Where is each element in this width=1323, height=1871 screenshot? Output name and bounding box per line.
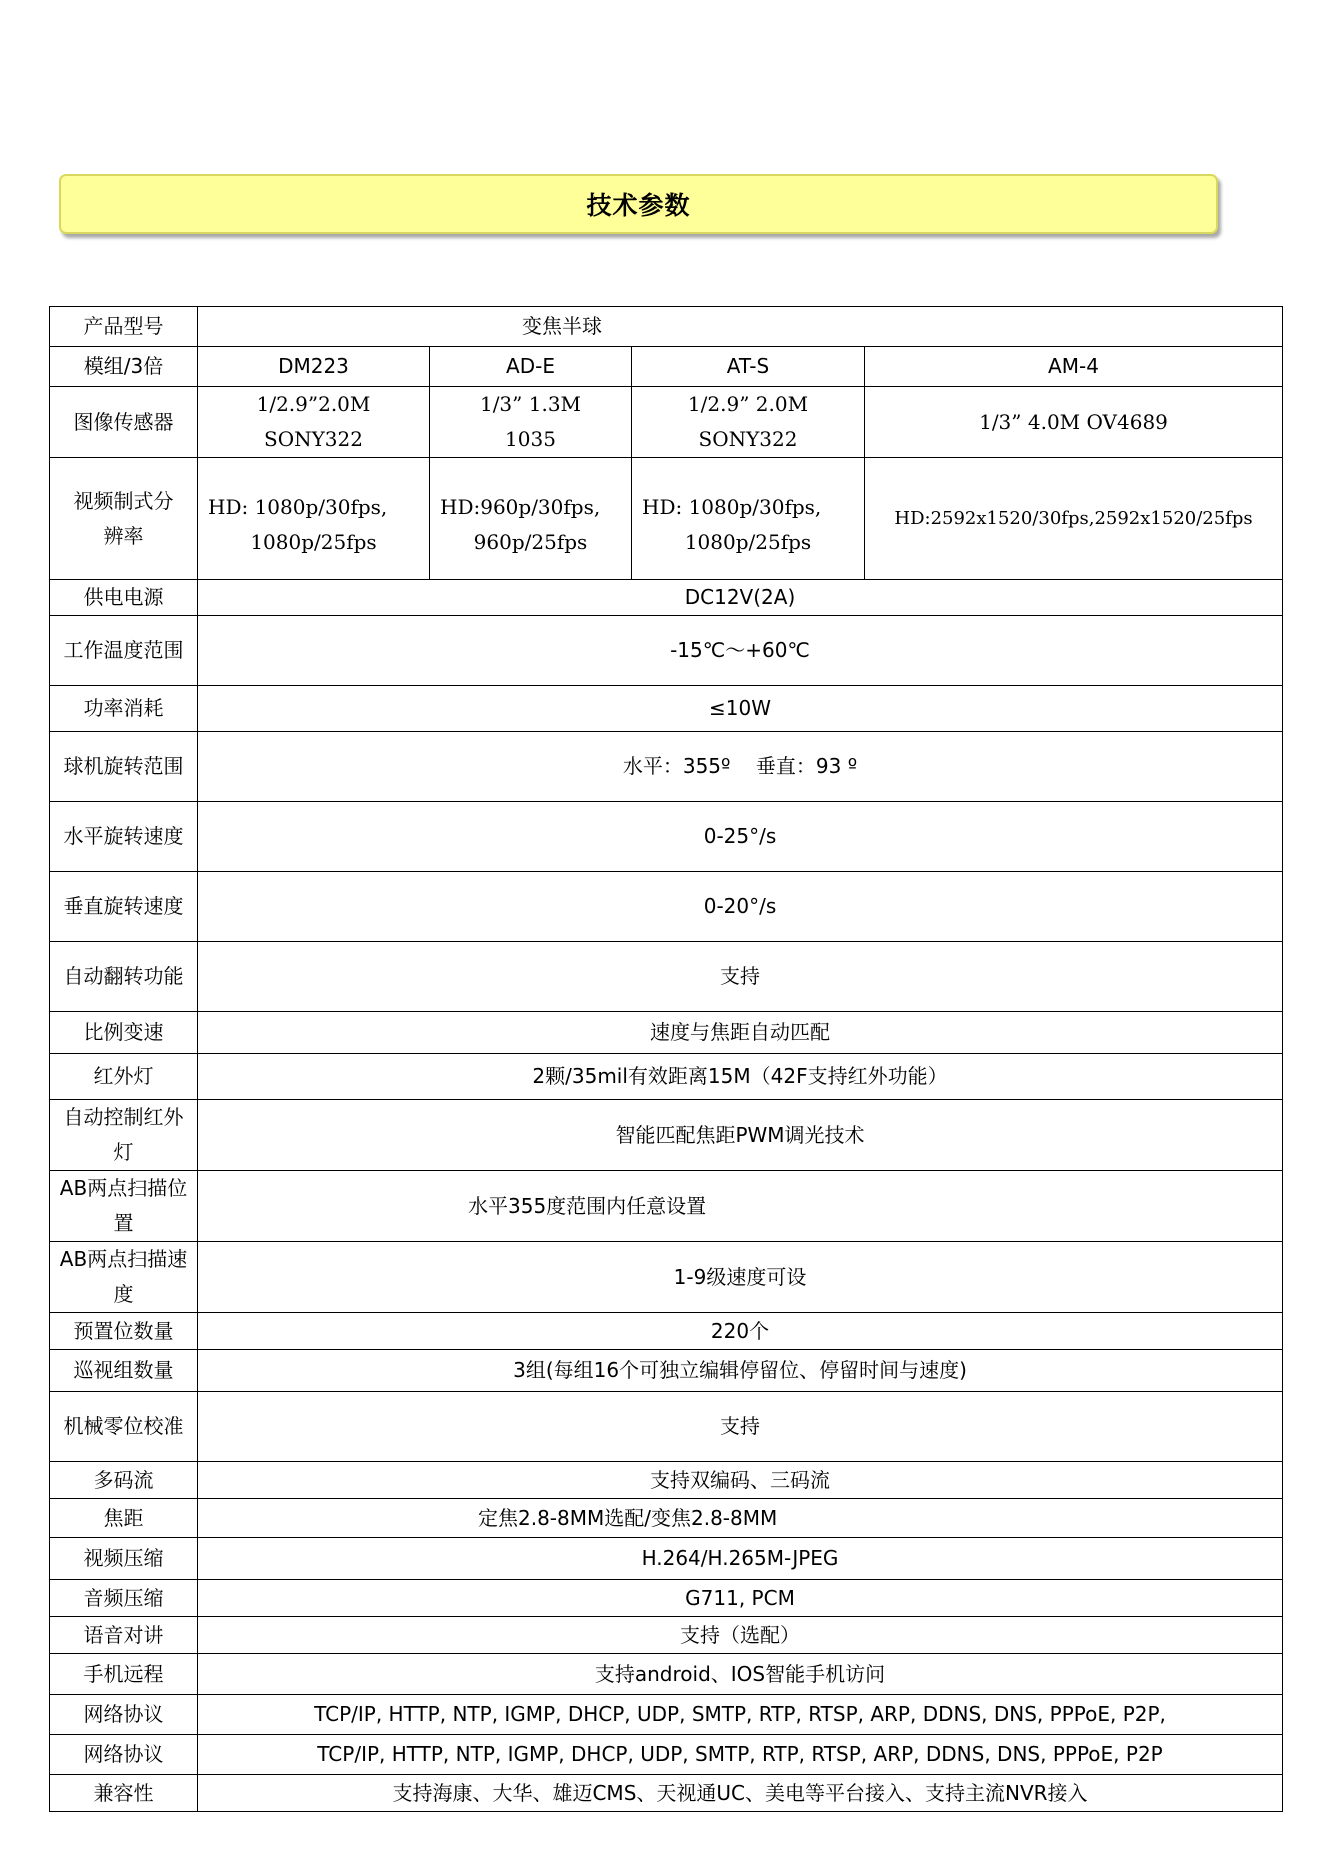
table-row [50, 1462, 1283, 1499]
video-line: HD:2592x1520/30fps,2592x1520/25fps [894, 508, 1253, 529]
module-cell: AM-4 [865, 347, 1283, 387]
table-row [50, 1499, 1283, 1538]
row-label [50, 458, 198, 580]
sensor-line: 1/2.9” 2.0M [687, 392, 809, 416]
row-value: 220个 [198, 1313, 1283, 1350]
table-row [50, 942, 1283, 1012]
row-label: 供电电源 [50, 580, 198, 616]
sensor-line: 1/3” 4.0M OV4689 [979, 409, 1168, 434]
sensor-cell [198, 387, 430, 458]
table-row [50, 307, 1283, 347]
row-label: 工作温度范围 [50, 616, 198, 686]
row-label: 比例变速 [50, 1012, 198, 1054]
sensor-line: 1/3” 1.3M [479, 392, 582, 416]
sensor-cell [865, 387, 1283, 458]
table-row [50, 686, 1283, 732]
row-label: 功率消耗 [50, 686, 198, 732]
sensor-cell [632, 387, 865, 458]
video-line: 1080p/25fps [684, 529, 812, 554]
row-value: ≤10W [198, 686, 1283, 732]
table-row [50, 1392, 1283, 1462]
row-value: TCP/IP, HTTP, NTP, IGMP, DHCP, UDP, SMTP, RTP, RTSP, ARP, DDNS, DNS, PPPoE, P2P [198, 1735, 1283, 1775]
row-value: 智能匹配焦距PWM调光技术 [198, 1100, 1283, 1171]
table-row [50, 1617, 1283, 1654]
table-row [50, 802, 1283, 872]
row-value: 2颗/35mil有效距离15M（42F支持红外功能） [198, 1054, 1283, 1100]
row-label: 网络协议 [50, 1735, 198, 1775]
row-value: 支持双编码、三码流 [198, 1462, 1283, 1499]
video-line: HD: 1080p/30fps, [208, 494, 388, 519]
row-value: 0-20°/s [198, 872, 1283, 942]
row-value: 1-9级速度可设 [198, 1242, 1283, 1313]
row-label: 机械零位校准 [50, 1392, 198, 1462]
row-label: 水平旋转速度 [50, 802, 198, 872]
table-row [50, 347, 1283, 387]
row-label: 手机远程 [50, 1654, 198, 1695]
row-label: 视频压缩 [50, 1538, 198, 1580]
row-label: 语音对讲 [50, 1617, 198, 1654]
row-value: 0-25°/s [198, 802, 1283, 872]
row-label: 产品型号 [50, 307, 198, 347]
table-row [50, 1695, 1283, 1735]
row-label: 网络协议 [50, 1695, 198, 1735]
table-row [50, 1580, 1283, 1617]
table-row [50, 1171, 1283, 1242]
video-cell [198, 458, 430, 580]
page-title: 技术参数 [586, 191, 691, 220]
sensor-line: 1/2.9”2.0M [256, 392, 371, 416]
page-title-banner [59, 174, 1218, 234]
row-value: 支持海康、大华、雄迈CMS、天视通UC、美电等平台接入、支持主流NVR接入 [198, 1775, 1283, 1812]
row-label: 图像传感器 [50, 387, 198, 458]
table-row [50, 1735, 1283, 1775]
row-label-text: 视频制式分辨率 [73, 488, 174, 548]
row-label: 垂直旋转速度 [50, 872, 198, 942]
row-label: 红外灯 [50, 1054, 198, 1100]
video-cell [865, 458, 1283, 580]
row-label: 焦距 [50, 1499, 198, 1538]
video-cell [430, 458, 632, 580]
table-row [50, 1012, 1283, 1054]
sensor-line: 1035 [505, 427, 556, 451]
table-row [50, 1313, 1283, 1350]
row-value: 3组(每组16个可独立编辑停留位、停留时间与速度) [198, 1350, 1283, 1392]
row-value: H.264/H.265M-JPEG [198, 1538, 1283, 1580]
row-value: 支持android、IOS智能手机访问 [198, 1654, 1283, 1695]
row-value: G711, PCM [198, 1580, 1283, 1617]
row-value: 水平：355º 垂直：93 º [198, 732, 1283, 802]
row-label: 模组/3倍 [50, 347, 198, 387]
row-label: 巡视组数量 [50, 1350, 198, 1392]
table-row [50, 1100, 1283, 1171]
video-line: HD: 1080p/30fps, [642, 494, 822, 519]
row-label: 多码流 [50, 1462, 198, 1499]
table-row [50, 616, 1283, 686]
table-row [50, 458, 1283, 580]
table-row [50, 1054, 1283, 1100]
video-line: HD:960p/30fps, [440, 494, 601, 519]
video-cell [632, 458, 865, 580]
row-label: 兼容性 [50, 1775, 198, 1812]
row-value: 支持（选配） [198, 1617, 1283, 1654]
row-value: 水平355度范围内任意设置 [198, 1171, 1283, 1242]
table-row [50, 732, 1283, 802]
row-label: 音频压缩 [50, 1580, 198, 1617]
table-row [50, 1538, 1283, 1580]
table-row [50, 1350, 1283, 1392]
row-value: TCP/IP, HTTP, NTP, IGMP, DHCP, UDP, SMTP, RTP, RTSP, ARP, DDNS, DNS, PPPoE, P2P, [198, 1695, 1283, 1735]
row-label: 自动翻转功能 [50, 942, 198, 1012]
sensor-line: SONY322 [264, 427, 363, 451]
row-label: 自动控制红外灯 [50, 1100, 198, 1171]
module-cell: AT-S [632, 347, 865, 387]
module-cell: DM223 [198, 347, 430, 387]
spec-rows [50, 580, 1283, 1812]
row-value: DC12V(2A) [198, 580, 1283, 616]
spec-table [49, 306, 1283, 1812]
product-value: 变焦半球 [198, 307, 1283, 347]
row-value: 支持 [198, 1392, 1283, 1462]
row-value: 支持 [198, 942, 1283, 1012]
row-value: 速度与焦距自动匹配 [198, 1012, 1283, 1054]
row-value: 定焦2.8-8MM选配/变焦2.8-8MM [198, 1499, 1283, 1538]
module-cell: AD-E [430, 347, 632, 387]
sensor-line: SONY322 [698, 427, 798, 451]
row-label: AB两点扫描位置 [50, 1171, 198, 1242]
table-row [50, 872, 1283, 942]
row-label: 球机旋转范围 [50, 732, 198, 802]
table-row [50, 1775, 1283, 1812]
row-label: AB两点扫描速度 [50, 1242, 198, 1313]
row-label: 预置位数量 [50, 1313, 198, 1350]
video-line: 1080p/25fps [250, 529, 377, 554]
table-row [50, 1242, 1283, 1313]
row-value: -15℃～+60℃ [198, 616, 1283, 686]
video-line: 960p/25fps [473, 529, 588, 554]
sensor-cell [430, 387, 632, 458]
table-row [50, 387, 1283, 458]
table-row [50, 1654, 1283, 1695]
table-row [50, 580, 1283, 616]
